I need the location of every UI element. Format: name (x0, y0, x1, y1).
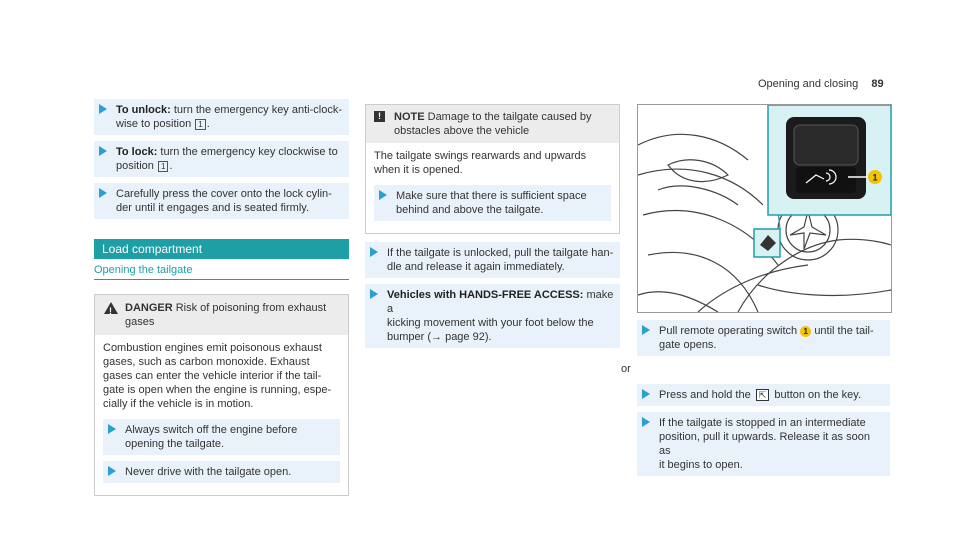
step-lock (94, 141, 349, 177)
punct: . (206, 118, 210, 130)
section-title: Load compartment (94, 239, 349, 259)
section-name: Opening and closing (758, 78, 859, 90)
punct: . (169, 160, 173, 172)
arrow-icon (370, 289, 378, 299)
danger-heading: Risk of poisoning from exhaust (175, 302, 327, 314)
subsection-title: Opening the tailgate (94, 263, 349, 280)
driver-door-illustration (638, 105, 891, 312)
column-2 (365, 104, 620, 354)
arrow-icon (108, 466, 116, 476)
step-text: position (116, 160, 154, 172)
step-text: dle and release it again immediately. (387, 261, 565, 273)
step-text: gate opens. (659, 339, 717, 351)
step-intermediate (637, 412, 890, 476)
danger-step (103, 461, 340, 483)
or-separator: or (621, 363, 631, 375)
column-3 (621, 320, 890, 482)
step-text: turn the emergency key anti-clock- (173, 104, 342, 116)
step-text: turn the emergency key clockwise to (160, 146, 338, 158)
note-text: The tailgate swings rearwards and upwards (374, 150, 587, 162)
column-1 (94, 99, 349, 496)
page-header (758, 77, 884, 91)
step-unlock (94, 99, 349, 135)
step-text: Make sure that there is sufficient space (396, 190, 587, 202)
illustration-callout: 1 (872, 172, 878, 183)
illustration (637, 104, 892, 313)
page-number: 89 (871, 78, 884, 90)
step-text: If the tailgate is stopped in an intermediate (659, 417, 866, 429)
note-box (365, 104, 620, 234)
danger-label: DANGER (125, 302, 173, 314)
note-text: when it is opened. (374, 164, 463, 176)
exclamation-icon: ! (109, 306, 112, 316)
step-label: To unlock: (116, 104, 171, 116)
danger-heading: gases (125, 316, 155, 328)
step-label: To lock: (116, 146, 158, 158)
step-text: position, pull it upwards. Release it as soon as (659, 431, 870, 457)
step-label: Vehicles with HANDS-FREE ACCESS: (387, 289, 584, 301)
callout-1-icon: 1 (800, 326, 811, 337)
arrow-icon (642, 417, 650, 427)
note-step (374, 185, 611, 221)
step-text: der until it engages and is seated firmly. (116, 202, 310, 214)
arrow-icon (99, 188, 107, 198)
step-text: it begins to open. (659, 459, 743, 471)
note-body (366, 143, 619, 233)
step-pull-handle (365, 242, 620, 278)
note-heading: Damage to the tailgate caused by (427, 111, 592, 123)
danger-text: cially if the vehicle is in motion. (103, 398, 254, 410)
position-1-icon: 1 (158, 161, 168, 172)
step-text: until the tail- (814, 325, 874, 337)
notice-icon: ! (374, 111, 385, 122)
step-press-key (637, 384, 890, 406)
danger-text: gases can enter the vehicle interior if the tail- (103, 370, 322, 382)
danger-text: Combustion engines emit poisonous exhaust (103, 342, 322, 354)
step-text: opening the tailgate. (125, 438, 225, 450)
step-pull-switch (637, 320, 890, 356)
arrow-icon (370, 247, 378, 257)
note-heading: obstacles above the vehicle (394, 125, 530, 137)
danger-step (103, 419, 340, 455)
page-reference-link[interactable]: bumper (→ page 92). (387, 331, 492, 343)
step-press-cover (94, 183, 349, 219)
step-text: make a (387, 289, 614, 315)
position-1-icon: 1 (195, 119, 205, 130)
danger-body (95, 335, 348, 495)
tailgate-button-icon: ⇱ (756, 389, 770, 401)
step-text: button on the key. (774, 389, 862, 401)
step-text: kicking movement with your foot below the (387, 317, 594, 329)
arrow-icon (99, 104, 107, 114)
danger-box (94, 294, 349, 496)
step-text: Press and hold the (659, 389, 751, 401)
danger-text: gases, such as carbon monoxide. Exhaust (103, 356, 310, 368)
step-hands-free (365, 284, 620, 348)
arrow-icon (108, 424, 116, 434)
danger-text: gate is open when the engine is running, espe- (103, 384, 332, 396)
step-text: behind and above the tailgate. (396, 204, 544, 216)
arrow-icon (642, 325, 650, 335)
step-text: wise to position (116, 118, 192, 130)
arrow-icon (642, 389, 650, 399)
note-header (366, 105, 619, 143)
note-label: NOTE (394, 111, 425, 123)
arrow-icon (379, 190, 387, 200)
arrow-icon (99, 146, 107, 156)
step-text: Never drive with the tailgate open. (125, 466, 292, 478)
step-text: If the tailgate is unlocked, pull the tailgate han- (387, 247, 614, 259)
danger-header (95, 295, 348, 335)
step-text: Pull remote operating switch (659, 325, 798, 337)
step-text: Carefully press the cover onto the lock cylin- (116, 188, 332, 200)
step-text: Always switch off the engine before (125, 424, 298, 436)
